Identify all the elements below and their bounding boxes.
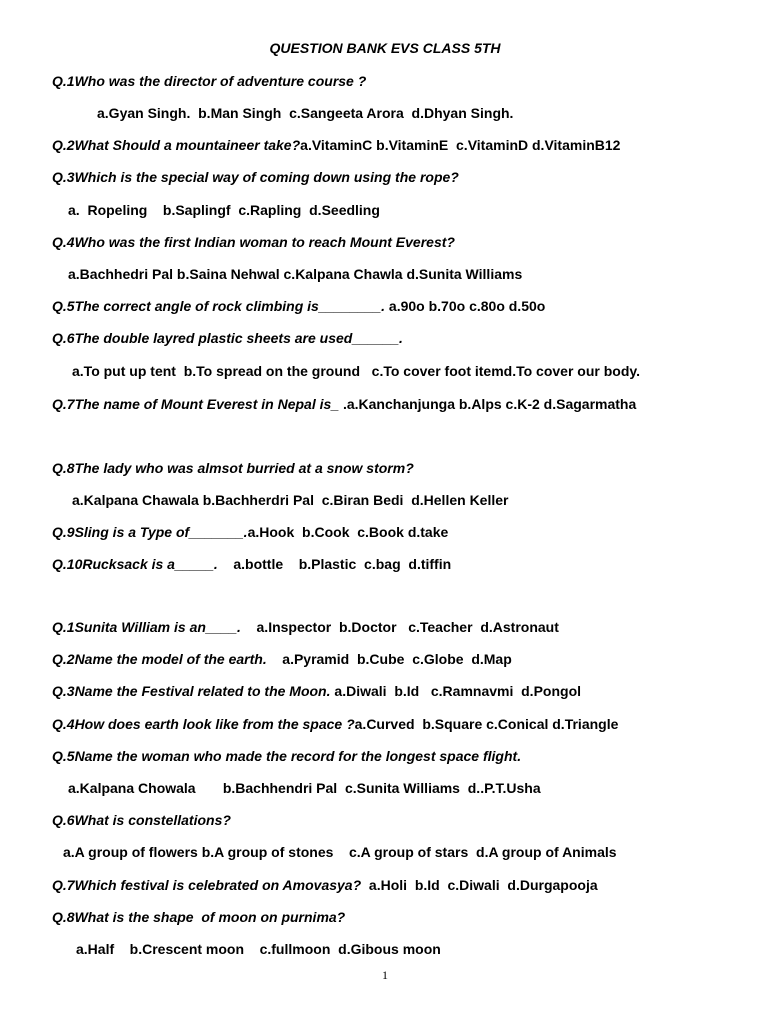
question-text: Q.6What is constellations? <box>52 812 231 828</box>
options-text: a.Gyan Singh. b.Man Singh c.Sangeeta Arora d.Dhyan Singh. <box>97 105 514 121</box>
question-text: Q.6The double layred plastic sheets are used______. <box>52 330 403 346</box>
question-text: Q.1Sunita William is an____. <box>52 619 241 635</box>
question-text: Q.8What is the shape of moon on purnima? <box>52 909 346 925</box>
options-text: a.To put up tent b.To spread on the ground c.To cover foot itemd.To cover our body. <box>72 363 641 379</box>
options-text: a.Curved b.Square c.Conical d.Triangle <box>354 716 619 732</box>
question-text: Q.8The lady who was almsot burried at a snow storm? <box>52 460 414 476</box>
options-text: a.A group of flowers b.A group of stones c.A group of stars d.A group of Animals <box>63 844 617 860</box>
options-line <box>68 202 380 218</box>
question-line <box>52 716 618 732</box>
question-text: Q.7Which festival is celebrated on Amovasya? <box>52 877 362 893</box>
options-text: a.Holi b.Id c.Diwali d.Durgapooja <box>361 877 598 893</box>
question-line <box>52 651 512 667</box>
options-text: a.VitaminC b.VitaminE c.VitaminD d.VitaminB12 <box>300 137 621 153</box>
options-text: a. Ropeling b.Saplingf c.Rapling d.Seedling <box>68 202 380 218</box>
options-text: a.Inspector b.Doctor c.Teacher d.Astronaut <box>240 619 559 635</box>
question-text: Q.3Which is the special way of coming down using the rope? <box>52 169 459 185</box>
question-line <box>52 460 414 476</box>
options-text: a.Pyramid b.Cube c.Globe d.Map <box>266 651 512 667</box>
options-text: a.90o b.70o c.80o d.50o <box>385 298 546 314</box>
page-number: 1 <box>382 968 388 982</box>
options-text: a.Bachhedri Pal b.Saina Nehwal c.Kalpana Chawla d.Sunita Williams <box>68 266 523 282</box>
question-text: Q.1Who was the director of adventure course ? <box>52 73 367 89</box>
page-title: QUESTION BANK EVS CLASS 5TH <box>269 40 501 56</box>
options-text: a.Kalpana Chawala b.Bachherdri Pal c.Biran Bedi d.Hellen Keller <box>72 492 509 508</box>
question-line <box>52 330 403 346</box>
question-line <box>52 169 459 185</box>
question-text: Q.2Name the model of the earth. <box>52 651 267 667</box>
options-text: a.bottle b.Plastic c.bag d.tiffin <box>217 556 452 572</box>
options-line <box>97 105 513 121</box>
options-line <box>63 844 617 860</box>
question-line <box>52 812 231 828</box>
question-line <box>52 619 559 635</box>
options-text: a.Kalpana Chowala b.Bachhendri Pal c.Sunita Williams d..P.T.Usha <box>68 780 541 796</box>
question-line <box>52 396 636 412</box>
question-line <box>52 524 448 540</box>
question-line <box>52 683 581 699</box>
options-line <box>72 492 508 508</box>
question-text: Q.3Name the Festival related to the Moon. <box>52 683 331 699</box>
options-line <box>68 780 541 796</box>
question-text: Q.7The name of Mount Everest in Nepal is_ <box>52 396 343 412</box>
options-line <box>72 363 640 379</box>
options-text: a.Diwali b.Id c.Ramnavmi d.Pongol <box>330 683 582 699</box>
options-text: a.Hook b.Cook c.Book d.take <box>247 524 449 540</box>
question-line <box>52 298 545 314</box>
question-line <box>52 748 521 764</box>
question-text: Q.10Rucksack is a_____. <box>52 556 218 572</box>
question-text: Q.4How does earth look like from the space ? <box>52 716 355 732</box>
question-line <box>52 877 598 893</box>
options-line <box>68 266 522 282</box>
question-text: Q.4Who was the first Indian woman to reach Mount Everest? <box>52 234 455 250</box>
options-line <box>76 941 441 957</box>
question-text: Q.5Name the woman who made the record for the longest space flight. <box>52 748 522 764</box>
question-line <box>52 234 455 250</box>
options-text: a.Half b.Crescent moon c.fullmoon d.Gibous moon <box>76 941 441 957</box>
question-line <box>52 73 366 89</box>
question-text: Q.5The correct angle of rock climbing is________. <box>52 298 386 314</box>
options-text: .a.Kanchanjunga b.Alps c.K-2 d.Sagarmatha <box>342 396 637 412</box>
question-line <box>52 556 451 572</box>
question-text: Q.2What Should a mountaineer take? <box>52 137 301 153</box>
question-line <box>52 137 620 153</box>
question-line <box>52 909 345 925</box>
question-text: Q.9Sling is a Type of_______. <box>52 524 248 540</box>
